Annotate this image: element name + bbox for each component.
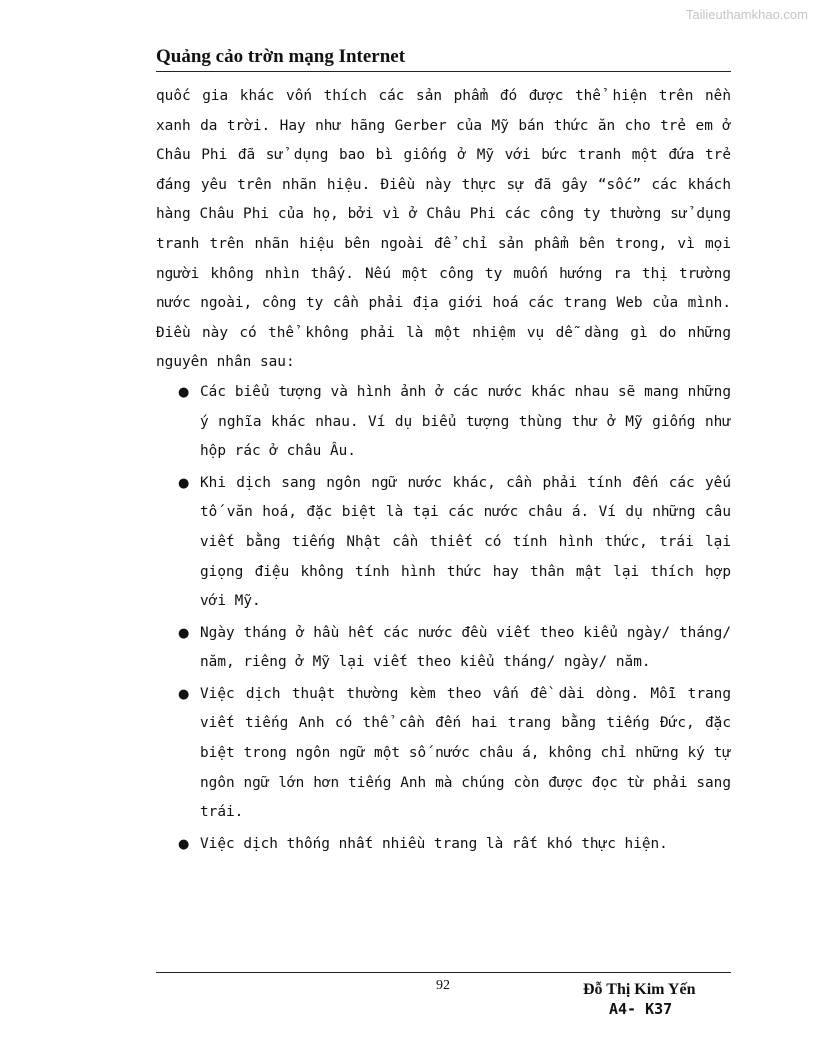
footer-class-code: A4- K37	[609, 1000, 673, 1018]
list-item	[156, 619, 731, 678]
list-item	[156, 830, 731, 860]
list-item-text: Ngày tháng ở hầu hết các nước đều viết theo kiểu ngày/ tháng/ năm, riêng ở Mỹ lại viết theo kiểu tháng/ ngày/ năm.	[200, 624, 731, 671]
bullet-list	[156, 378, 731, 860]
list-item-text: Việc dịch thống nhất nhiều trang là rất khó thực hiện.	[200, 835, 668, 852]
body-content	[156, 82, 731, 861]
watermark: Tailieuthamkhao.com	[685, 7, 808, 22]
list-item-text: Khi dịch sang ngôn ngữ nước khác, cần phải tính đến các yếu tố văn hoá, đặc biệt là tại các nước châu á. Ví dụ những câu viết bằng tiếng Nhật cần thiết có tính hình thức, trái lại giọng điệu không tính hình thức hay thân mật lại thích hợp với Mỹ.	[200, 474, 731, 610]
page-header	[156, 44, 731, 72]
body-paragraph: quốc gia khác vốn thích các sản phẩm đó được thể hiện trên nền xanh da trời. Hay như hãng Gerber của Mỹ bán thức ăn cho trẻ em ở Châu Phi đã sử dụng bao bì giống ở Mỹ với bức tranh một đứa trẻ đáng yêu trên nhãn hiệu. Điều này thực sự đã gây “sốc” các khách hàng Châu Phi của họ, bởi vì ở Châu Phi các công ty thường sử dụng tranh trên nhãn hiệu bên ngoài để chỉ sản phẩm bên trong, vì mọi người không nhìn thấy. Nếu một công ty muốn hướng ra thị trường nước ngoài, công ty cần phải địa giới hoá các trang Web của mình. Điều này có thể không phải là một nhiệm vụ dễ dàng gì do những nguyên nhân sau:	[156, 88, 731, 371]
footer-divider	[156, 972, 731, 973]
bullet-icon: ●	[178, 625, 190, 641]
page-number: 92	[436, 978, 450, 993]
bullet-icon: ●	[178, 836, 190, 852]
list-item	[156, 378, 731, 467]
list-item-text: Việc dịch thuật thường kèm theo vấn đề dài dòng. Mỗi trang viết tiếng Anh có thể cần đến hai trang bằng tiếng Đức, đặc biệt trong ngôn ngữ một số nước châu á, không chỉ những ký tự ngôn ngữ lớn hơn tiếng Anh mà chúng còn được đọc từ phải sang trái.	[200, 685, 731, 821]
bullet-icon: ●	[178, 686, 190, 702]
list-item	[156, 469, 731, 617]
list-item	[156, 680, 731, 828]
bullet-icon: ●	[178, 384, 190, 400]
footer-author: Đỗ Thị Kim Yến	[583, 981, 696, 998]
header-title: Quảng cảo trờn mạng Internet	[156, 46, 406, 67]
list-item-text: Các biểu tượng và hình ảnh ở các nước khác nhau sẽ mang những ý nghĩa khác nhau. Ví dụ biểu tượng thùng thư ở Mỹ giống như hộp rác ở châu Âu.	[200, 383, 731, 460]
bullet-icon: ●	[178, 475, 190, 491]
